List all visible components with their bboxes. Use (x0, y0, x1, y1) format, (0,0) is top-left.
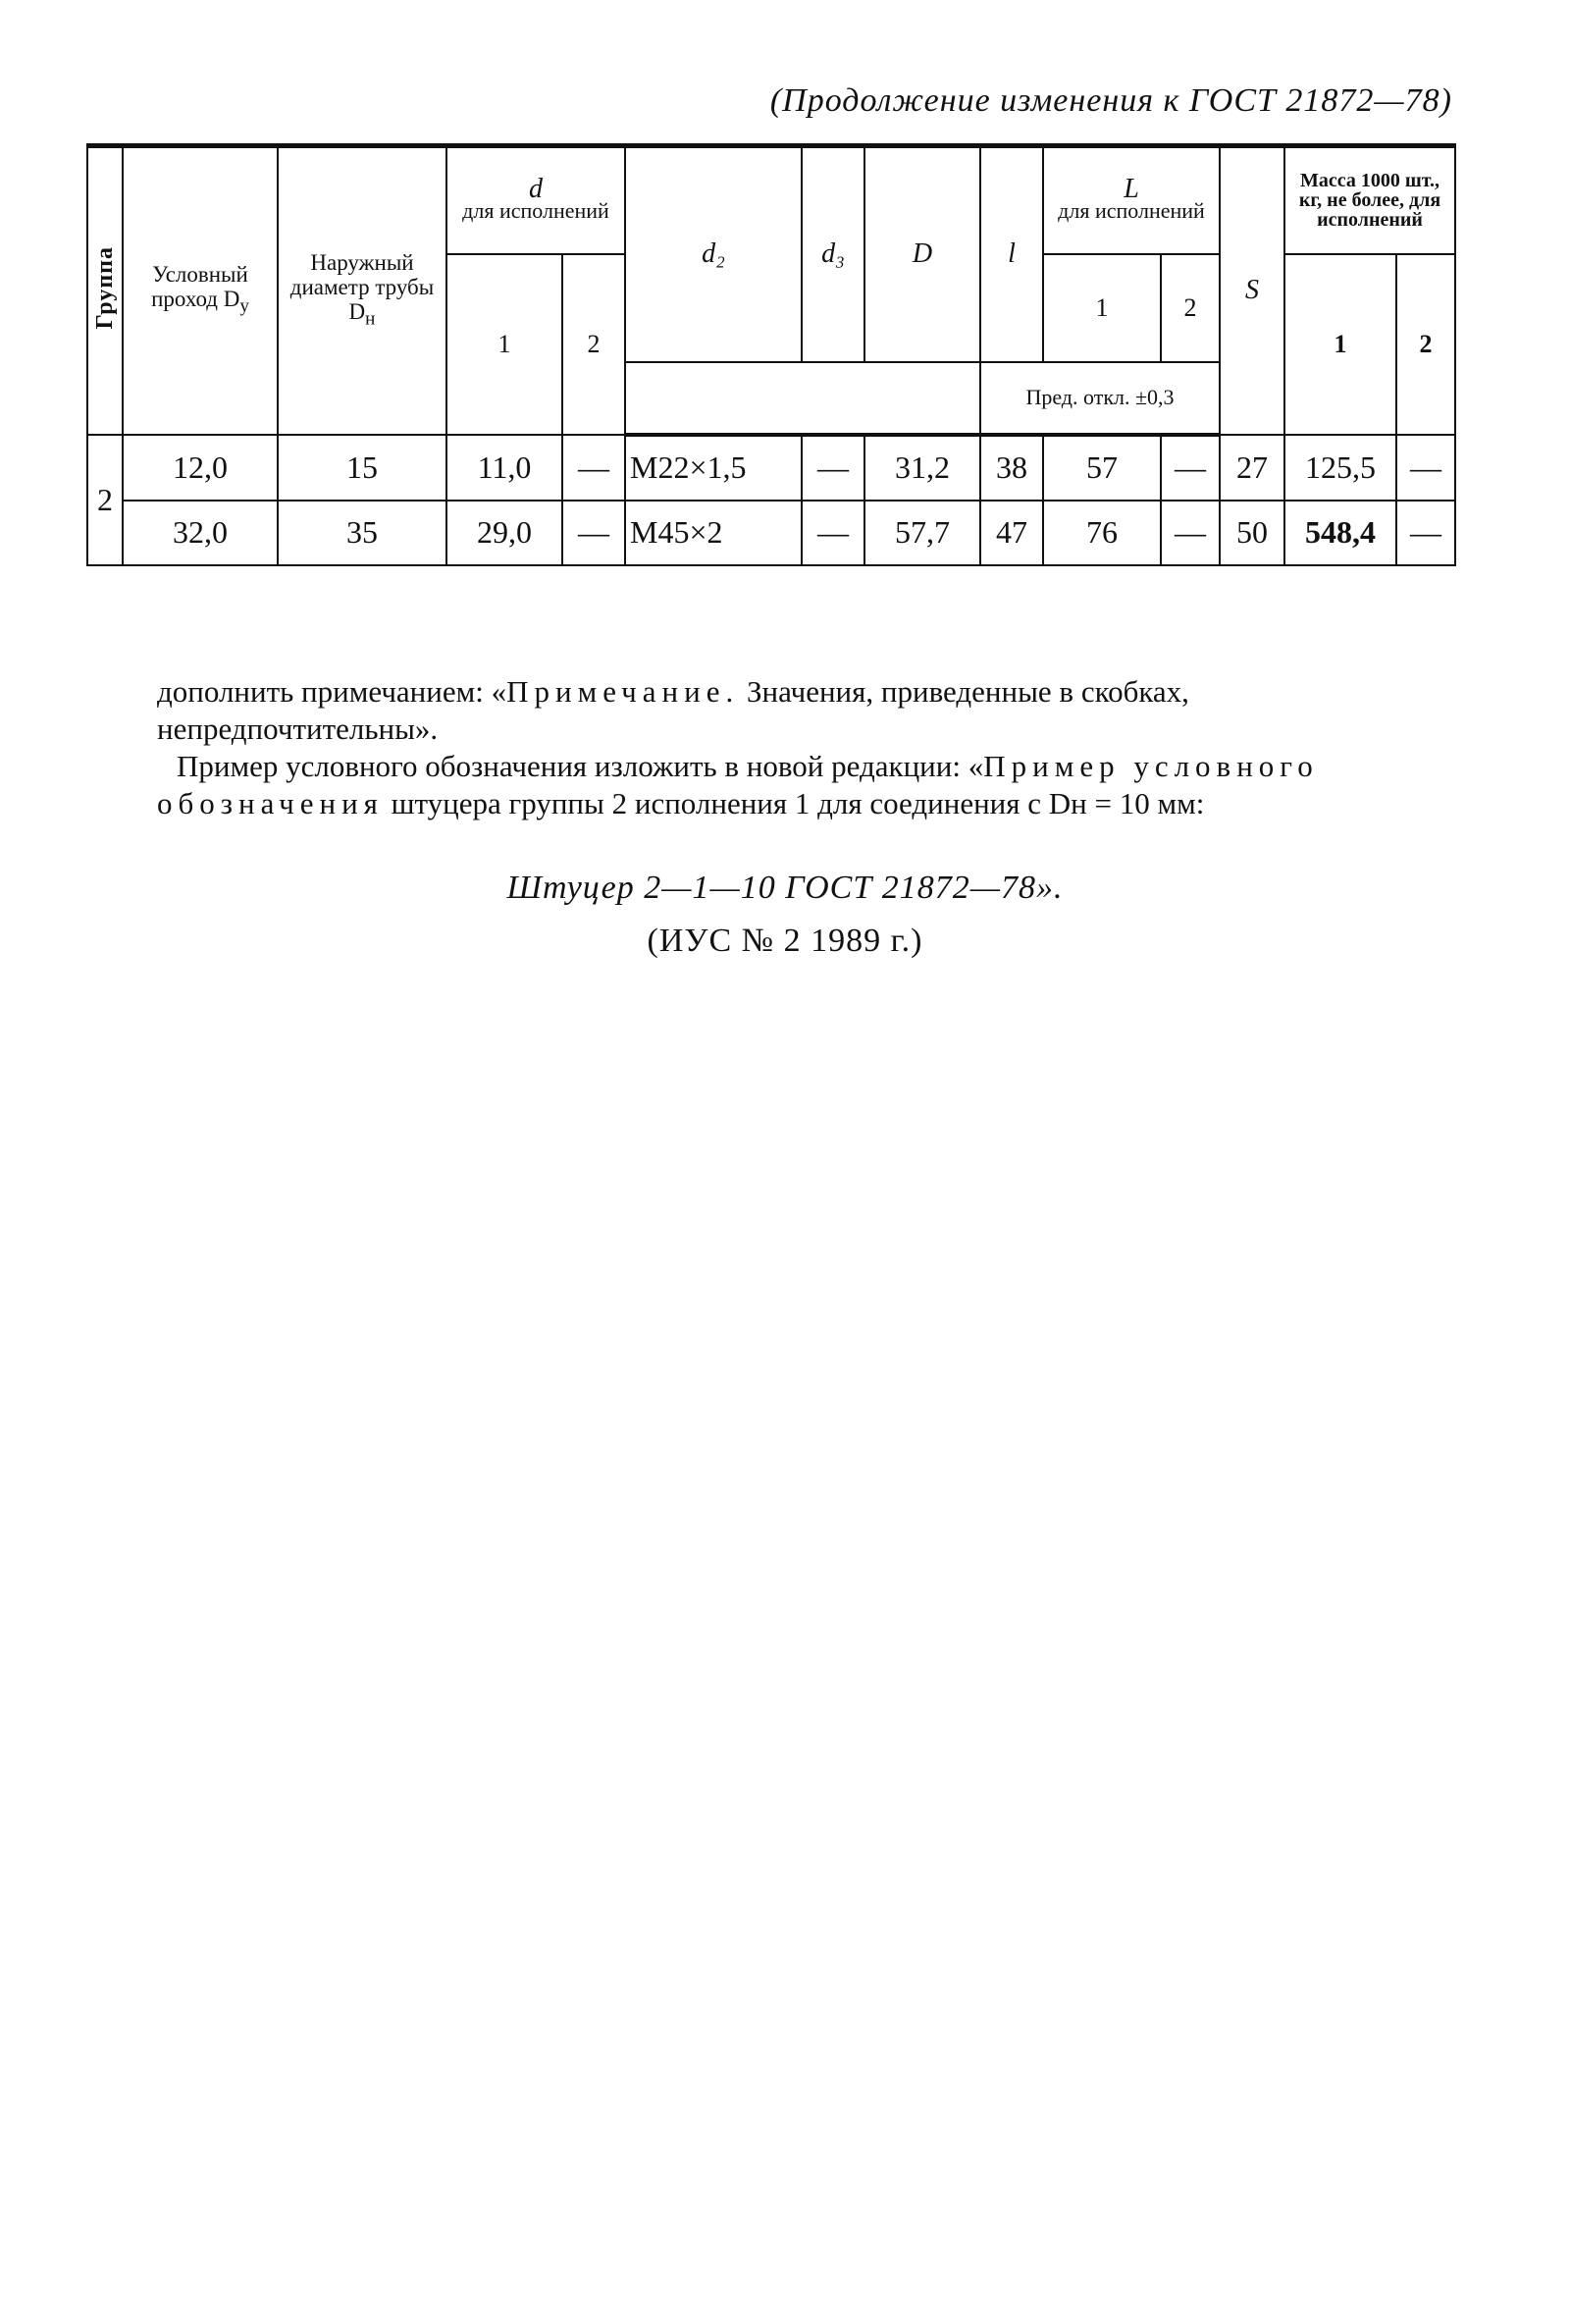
big-l-version-1-cell: 76 (1043, 501, 1161, 565)
l-header: l (980, 146, 1043, 362)
example-paragraph-end: штуцера группы 2 исполнения 1 для соединения с Dн = 10 мм: (383, 786, 1205, 820)
d2-header: d₂ (625, 146, 802, 362)
mass-version-2-header: 2 (1396, 254, 1455, 435)
big-l-version-1-header: 1 (1043, 254, 1161, 362)
d-version-1-cell: 29,0 (446, 501, 562, 565)
s-header: S (1220, 146, 1284, 435)
outer-diameter-header (278, 146, 446, 435)
note-paragraph (157, 673, 1462, 748)
example-paragraph (157, 748, 1462, 822)
example-paragraph-start: Пример условного обозначения изложить в новой редакции: « (177, 749, 984, 783)
big-l-header (1043, 146, 1220, 254)
dimensions-table (86, 143, 1456, 566)
d-version-2-cell: — (562, 501, 625, 565)
s-cell: 27 (1220, 435, 1284, 501)
big-d-header-bottom (864, 362, 980, 435)
nominal-bore-subscript: у (239, 296, 249, 318)
group-header-label: Группа (92, 245, 118, 329)
mass-version-1-cell: 125,5 (1284, 435, 1396, 501)
group-header (87, 146, 123, 435)
note-paragraph-start: дополнить примечанием: « (157, 674, 507, 709)
example-spaced-phrase: Пример условного обозначения (157, 749, 1319, 820)
big-d-cell: 57,7 (864, 501, 980, 565)
tolerance-header: Пред. откл. ±0,3 (980, 362, 1220, 435)
d2-header-bottom (625, 362, 802, 435)
big-l-for-versions-label: для исполнений (1058, 198, 1205, 224)
dn-cell: 35 (278, 501, 446, 565)
d3-header: d₃ (802, 146, 864, 362)
big-l-version-1-cell: 57 (1043, 435, 1161, 501)
thread-cell: M22×1,5 (625, 435, 802, 501)
d-symbol: d (529, 174, 543, 205)
mass-version-1-cell: 548,4 (1284, 501, 1396, 565)
d-version-1-cell: 11,0 (446, 435, 562, 501)
nominal-bore-header (123, 146, 278, 435)
big-l-version-2-cell: — (1161, 501, 1220, 565)
d-version-2-cell: — (562, 435, 625, 501)
d-for-versions-label: для исполнений (462, 198, 609, 224)
big-l-symbol: L (1124, 174, 1139, 205)
note-word: Примечание. (506, 674, 740, 709)
s-cell: 50 (1220, 501, 1284, 565)
group-value: 2 (87, 435, 123, 565)
d-version-2-header: 2 (562, 254, 625, 435)
outer-diameter-subscript: н (365, 308, 376, 330)
big-l-version-2-cell: — (1161, 435, 1220, 501)
l-cell: 47 (980, 501, 1043, 565)
table-row (87, 501, 1455, 565)
d-header (446, 146, 625, 254)
dy-cell: 12,0 (123, 435, 278, 501)
mass-version-2-cell: — (1396, 501, 1455, 565)
big-d-header: D (864, 146, 980, 362)
l-cell: 38 (980, 435, 1043, 501)
big-l-version-2-header: 2 (1161, 254, 1220, 362)
outer-diameter-label: Наружный диаметр трубы D (289, 249, 435, 324)
dn-cell: 15 (278, 435, 446, 501)
note-paragraph-end: Значения, приведенные в скобках, непредпочтительны». (157, 674, 1189, 746)
d3-header-bottom (802, 362, 864, 435)
thread-cell: M45×2 (625, 501, 802, 565)
dy-cell: 32,0 (123, 501, 278, 565)
big-d-cell: 31,2 (864, 435, 980, 501)
mass-header: Масса 1000 шт., кг, не более, для исполнений (1284, 146, 1455, 254)
nominal-bore-label: Условный проход D (151, 262, 248, 312)
source-reference: (ИУС № 2 1989 г.) (647, 923, 923, 959)
d3-cell: — (802, 435, 864, 501)
d3-cell: — (802, 501, 864, 565)
designation-example: Штуцер 2—1—10 ГОСТ 21872—78». (506, 870, 1064, 906)
running-title: (Продолжение изменения к ГОСТ 21872—78) (769, 82, 1452, 119)
mass-version-1-header: 1 (1284, 254, 1396, 435)
mass-version-2-cell: — (1396, 435, 1455, 501)
table-row (87, 435, 1455, 501)
d-version-1-header: 1 (446, 254, 562, 435)
dimensions-table-wrapper (86, 143, 1454, 566)
